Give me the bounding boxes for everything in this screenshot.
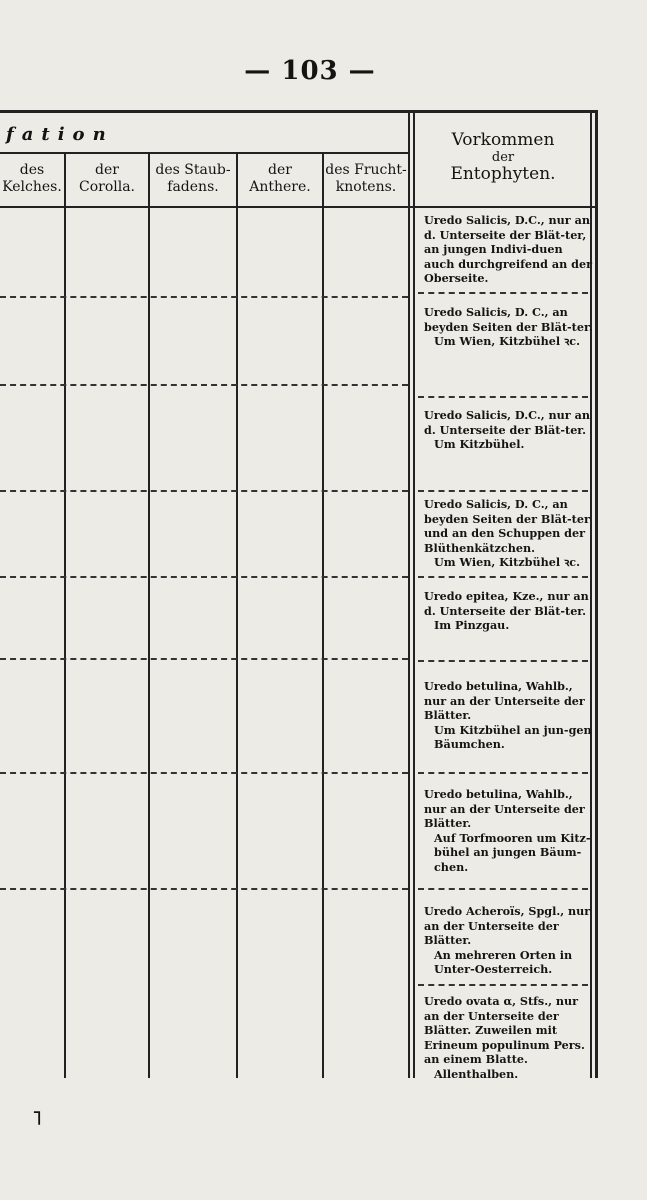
entry-location: Auf Torfmooren um Kitz-bühel an jungen Bäum-chen. — [434, 830, 591, 874]
entry-5 — [424, 589, 596, 633]
entry-location: Um Wien, Kitzbühel ꝛc. — [434, 334, 581, 349]
col-rule-5a — [408, 110, 410, 1078]
entry-7 — [424, 787, 596, 875]
entry-8 — [424, 904, 596, 977]
entry-text: Uredo betulina, Wahlb., nur an der Unterseite der Blätter. — [424, 679, 585, 723]
row-separator-left — [0, 384, 408, 386]
entry-text: Uredo Acheroïs, Spgl., nur an der Unterseite der Blätter. — [424, 904, 591, 948]
row-separator-left — [0, 490, 408, 492]
col-rule-1 — [64, 154, 66, 1078]
entry-text: Uredo epitea, Kze., nur an d. Unterseite der Blät-ter. — [424, 589, 589, 618]
entry-text: Uredo betulina, Wahlb., nur an der Unterseite der Blätter. — [424, 787, 585, 831]
entry-4 — [424, 497, 596, 570]
entry-1 — [424, 213, 596, 286]
header-fruchtknotens-text: des Frucht-knotens. — [325, 162, 407, 195]
header-divider-upper — [0, 152, 410, 154]
header-kelches-text: des Kelches. — [2, 162, 62, 195]
entry-text: Uredo Salicis, D.C., nur an d. Unterseite der Blät-ter. — [424, 408, 590, 437]
header-vorkommen-line2: der — [491, 150, 515, 165]
header-divider-lower — [0, 206, 598, 208]
entry-6 — [424, 679, 596, 752]
row-separator-left — [0, 888, 408, 890]
row-separator-right — [418, 490, 588, 492]
row-separator-right — [418, 984, 588, 986]
header-vorkommen — [416, 132, 590, 183]
entry-location: Allenthalben. — [434, 1066, 519, 1081]
entry-location: An mehreren Orten in Unter-Oesterreich. — [434, 947, 573, 977]
corner-mark: ˥ — [32, 1106, 42, 1130]
table-top-border — [0, 110, 598, 113]
entry-2 — [424, 305, 596, 349]
entry-text: Uredo Salicis, D. C., an beyden Seiten der Blät-ter und an den Schuppen der Blüthenkätzchen. — [424, 497, 590, 555]
header-staubfadens — [150, 162, 236, 196]
entry-text: Uredo ovata α, Stfs., nur an der Unterseite der Blätter. Zuweilen mit Erineum populinum Pers. an einem Blatte. — [424, 994, 585, 1067]
header-corolla — [66, 162, 148, 196]
header-anthere — [238, 162, 322, 196]
header-vorkommen-line3: Entophyten. — [450, 164, 556, 184]
header-staubfadens-text: des Staub-fadens. — [155, 162, 231, 195]
entry-location: Um Kitzbühel. — [434, 437, 525, 452]
header-corolla-text: der Corolla. — [78, 162, 135, 195]
row-separator-left — [0, 772, 408, 774]
col-rule-4 — [322, 154, 324, 1078]
header-fragment: fation — [6, 124, 114, 145]
col-rule-3 — [236, 154, 238, 1078]
page-number: — 103 — — [244, 56, 376, 86]
row-separator-left — [0, 658, 408, 660]
entry-location: Um Wien, Kitzbühel ꝛc. — [434, 555, 581, 570]
entry-location: Um Kitzbühel an jun-gen Bäumchen. — [434, 722, 592, 752]
row-separator-right — [418, 772, 588, 774]
col-rule-5b — [413, 110, 415, 1078]
row-separator-left — [0, 296, 408, 298]
row-separator-left — [0, 576, 408, 578]
entry-9 — [424, 994, 596, 1082]
row-separator-right — [418, 292, 588, 294]
entry-location: Im Pinzgau. — [434, 618, 510, 633]
row-separator-right — [418, 576, 588, 578]
header-fruchtknotens — [324, 162, 408, 196]
header-vorkommen-line1: Vorkommen — [451, 130, 555, 150]
row-separator-right — [418, 888, 588, 890]
col-rule-2 — [148, 154, 150, 1078]
entry-text: Uredo Salicis, D.C., nur an d. Unterseite der Blät-ter, an jungen Indivi-duen auch durchgreifend an der Oberseite. — [424, 213, 592, 286]
entry-3 — [424, 408, 596, 452]
row-separator-right — [418, 660, 588, 662]
header-kelches — [0, 162, 64, 196]
row-separator-right — [418, 396, 588, 398]
header-anthere-text: der Anthere. — [249, 162, 311, 195]
entry-text: Uredo Salicis, D. C., an beyden Seiten der Blät-ter. — [424, 305, 593, 334]
